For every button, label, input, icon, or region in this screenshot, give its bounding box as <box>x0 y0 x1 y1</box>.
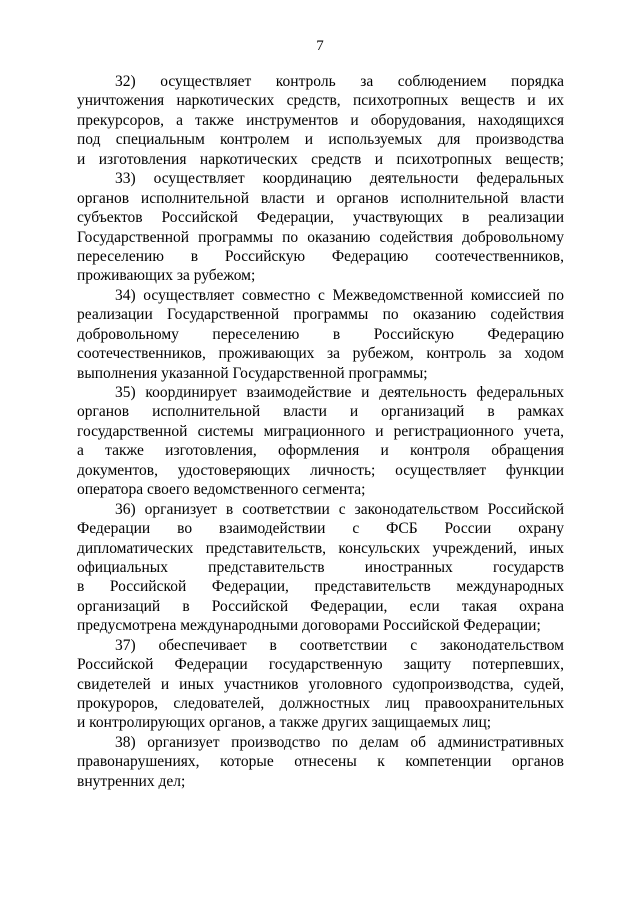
text-line: правонарушениях, которые отнесены к компетенции органов <box>77 753 564 771</box>
text-line: официальных представительств иностранных государств <box>77 558 564 576</box>
text-line: и изготовления наркотических средств и психотропных веществ; <box>77 150 564 168</box>
paragraph-item-36 <box>77 500 564 636</box>
paragraph-item-32 <box>77 72 564 169</box>
text-line: 32) осуществляет контроль за соблюдением порядка <box>115 73 564 90</box>
text-line: органов исполнительной власти и организаций в рамках <box>77 403 564 421</box>
page-number: 7 <box>316 38 324 54</box>
text-line: уничтожения наркотических средств, психотропных веществ и их <box>77 92 564 110</box>
text-line: 37) обеспечивает в соответствии с законодательством <box>115 636 564 654</box>
text-line: добровольному переселению в Российскую Федерацию <box>77 325 564 343</box>
text-line: Государственной программы по оказанию содействия добровольному <box>77 228 564 246</box>
text-line: 33) осуществляет координацию деятельности федеральных <box>115 170 564 188</box>
text-line: а также изготовления, оформления и контроля обращения <box>77 442 564 460</box>
text-line: органов исполнительной власти и органов исполнительной власти <box>77 189 564 207</box>
text-line: переселению в Российскую Федерацию соотечественников, <box>77 247 564 265</box>
text-line: свидетелей и иных участников уголовного судопроизводства, судей, <box>77 675 564 693</box>
paragraph-item-33 <box>77 169 564 286</box>
paragraph-item-38 <box>77 733 564 791</box>
text-line: предусмотрена международными договорами Российской Федерации; <box>77 617 541 635</box>
text-line: реализации Государственной программы по оказанию содействия <box>77 306 564 324</box>
text-line: 38) организует производство по делам об административных <box>115 733 564 751</box>
text-line: Федерации во взаимодействии с ФСБ России охрану <box>77 520 564 538</box>
text-line: 35) координирует взаимодействие и деятельность федеральных <box>115 384 564 401</box>
paragraph-item-35 <box>77 383 564 500</box>
text-line: 36) организует в соответствии с законодательством Российской <box>115 500 564 518</box>
text-line: внутренних дел; <box>77 772 186 790</box>
text-line: под специальным контролем и используемых для производства <box>77 131 564 149</box>
text-line: документов, удостоверяющих личность; осуществляет функции <box>77 461 564 479</box>
text-line: оператора своего ведомственного сегмента; <box>77 481 366 499</box>
paragraph-item-34 <box>77 286 564 383</box>
paragraph-item-37 <box>77 636 564 733</box>
document-body <box>77 72 564 791</box>
text-line: 34) осуществляет совместно с Межведомственной комиссией по <box>115 286 564 304</box>
text-line: субъектов Российской Федерации, участвующих в реализации <box>77 209 564 227</box>
text-line: организаций в Российской Федерации, если такая охрана <box>77 597 564 615</box>
text-line: и контролирующих органов, а также других защищаемых лиц; <box>77 714 492 732</box>
text-line: Российской Федерации государственную защиту потерпевших, <box>77 656 564 674</box>
text-line: прекурсоров, а также инструментов и оборудования, находящихся <box>77 111 564 129</box>
text-line: прокуроров, следователей, должностных лиц правоохранительных <box>77 695 564 712</box>
text-line: дипломатических представительств, консульских учреждений, иных <box>77 539 564 557</box>
text-line: государственной системы миграционного и регистрационного учета, <box>77 422 564 440</box>
text-line: выполнения указанной Государственной программы; <box>77 364 428 382</box>
text-line: проживающих за рубежом; <box>77 267 256 285</box>
text-line: в Российской Федерации, представительств международных <box>77 578 564 596</box>
text-line: соотечественников, проживающих за рубежом, контроль за ходом <box>77 345 564 363</box>
